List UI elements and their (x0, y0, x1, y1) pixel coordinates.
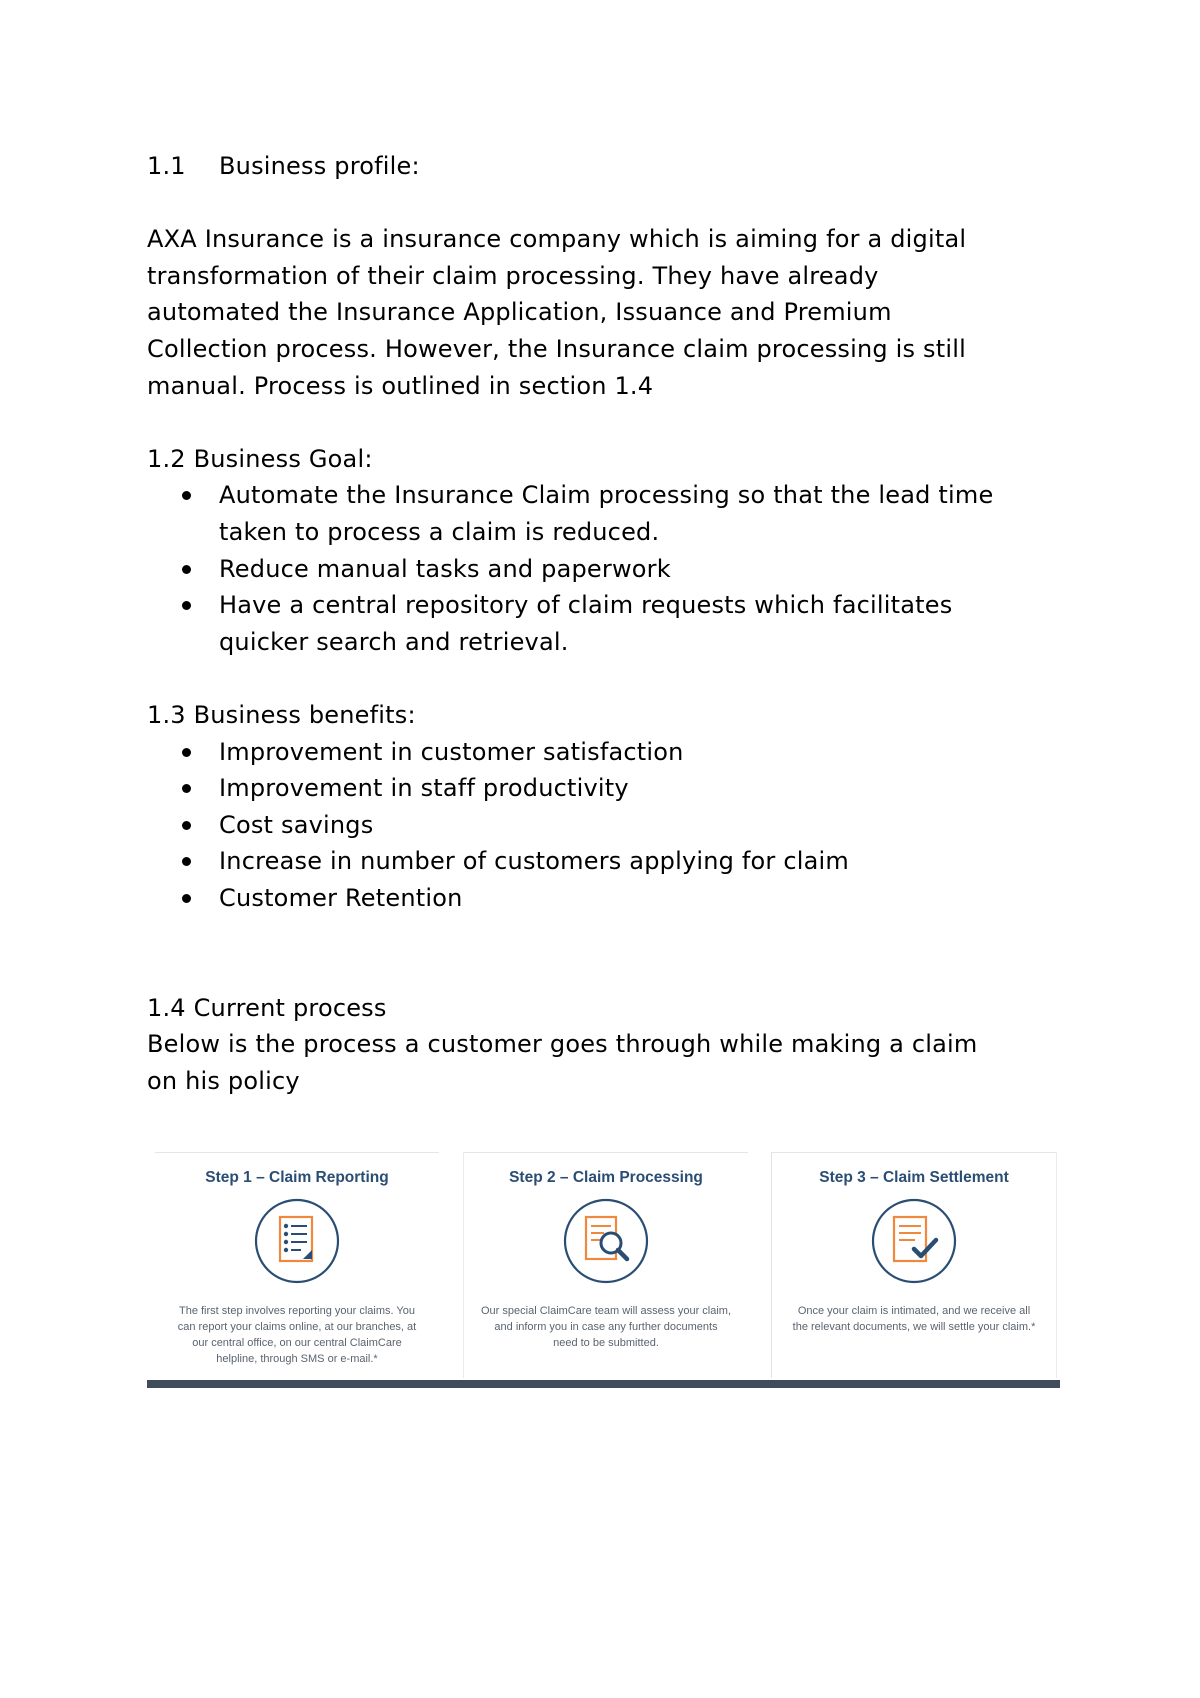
list-item-line: taken to process a claim is reduced. (219, 517, 660, 546)
bullet-icon (182, 491, 191, 500)
list-item-line: Reduce manual tasks and paperwork (219, 554, 671, 583)
step-description: Once your claim is intimated, and we receive all the relevant documents, we will settle your claim.* (792, 1305, 1036, 1333)
bullet-icon (182, 601, 191, 610)
list-item-text: Improvement in staff productivity (219, 774, 629, 803)
section-1-2-heading: 1.2 Business Goal: (147, 444, 373, 473)
list-item-text: Increase in number of customers applying for claim (219, 847, 849, 876)
step-description: The first step involves reporting your claims. You can report your claims online, at our branches, at our central office, on our central ClaimCare helpline, through SMS or e-mail.* (177, 1305, 417, 1365)
list-item (147, 477, 1067, 550)
process-step-3 (771, 1152, 1057, 1378)
list-item-text: Improvement in customer satisfaction (219, 737, 684, 766)
document-body (147, 148, 1067, 1099)
process-step-1 (155, 1152, 439, 1378)
checklist-document-icon (253, 1197, 341, 1285)
profile-line: manual. Process is outlined in section 1.4 (147, 371, 654, 400)
current-intro-line: on his policy (147, 1066, 300, 1095)
list-item (147, 770, 1067, 807)
list-item (147, 807, 1067, 844)
bullet-icon (182, 821, 191, 830)
document-magnifier-icon (562, 1197, 650, 1285)
list-item-line: Automate the Insurance Claim processing so that the lead time (219, 481, 994, 510)
step-title: Step 2 – Claim Processing (509, 1169, 703, 1186)
section-1-1-heading (147, 148, 1067, 185)
profile-line: transformation of their claim processing. They have already (147, 261, 879, 290)
section-number: 1.1 (147, 152, 186, 180)
process-step-2 (463, 1152, 748, 1378)
bullet-icon (182, 748, 191, 757)
profile-line: Collection process. However, the Insurance claim processing is still (147, 334, 966, 363)
current-intro-line: Below is the process a customer goes through while making a claim (147, 1030, 978, 1059)
list-item (147, 587, 1067, 660)
step-title: Step 1 – Claim Reporting (205, 1169, 389, 1186)
bullet-icon (182, 857, 191, 866)
step-description: Our special ClaimCare team will assess your claim, and inform you in case any further documents need to be submitted. (481, 1305, 732, 1349)
section-1-4-heading: 1.4 Current process (147, 993, 387, 1022)
bullet-icon (182, 565, 191, 574)
document-checkmark-icon (870, 1197, 958, 1285)
list-item (147, 843, 1067, 880)
list-item-text: Cost savings (219, 810, 374, 839)
profile-line: automated the Insurance Application, Issuance and Premium (147, 298, 892, 327)
step-title: Step 3 – Claim Settlement (819, 1169, 1009, 1186)
list-item-text: Customer Retention (219, 883, 463, 912)
list-item (147, 551, 1067, 588)
list-item (147, 734, 1067, 771)
list-item (147, 880, 1067, 917)
bullet-icon (182, 894, 191, 903)
profile-line: AXA Insurance is a insurance company which is aiming for a digital (147, 225, 967, 254)
list-item-line: quicker search and retrieval. (219, 627, 569, 656)
goal-list (147, 477, 1067, 660)
figure-bottom-bar (147, 1380, 1060, 1388)
list-item-line: Have a central repository of claim requests which facilitates (219, 591, 953, 620)
claim-process-figure (147, 1152, 1060, 1388)
benefits-list (147, 734, 1067, 917)
section-1-3-heading: 1.3 Business benefits: (147, 700, 416, 729)
section-title: Business profile: (219, 152, 420, 180)
bullet-icon (182, 784, 191, 793)
